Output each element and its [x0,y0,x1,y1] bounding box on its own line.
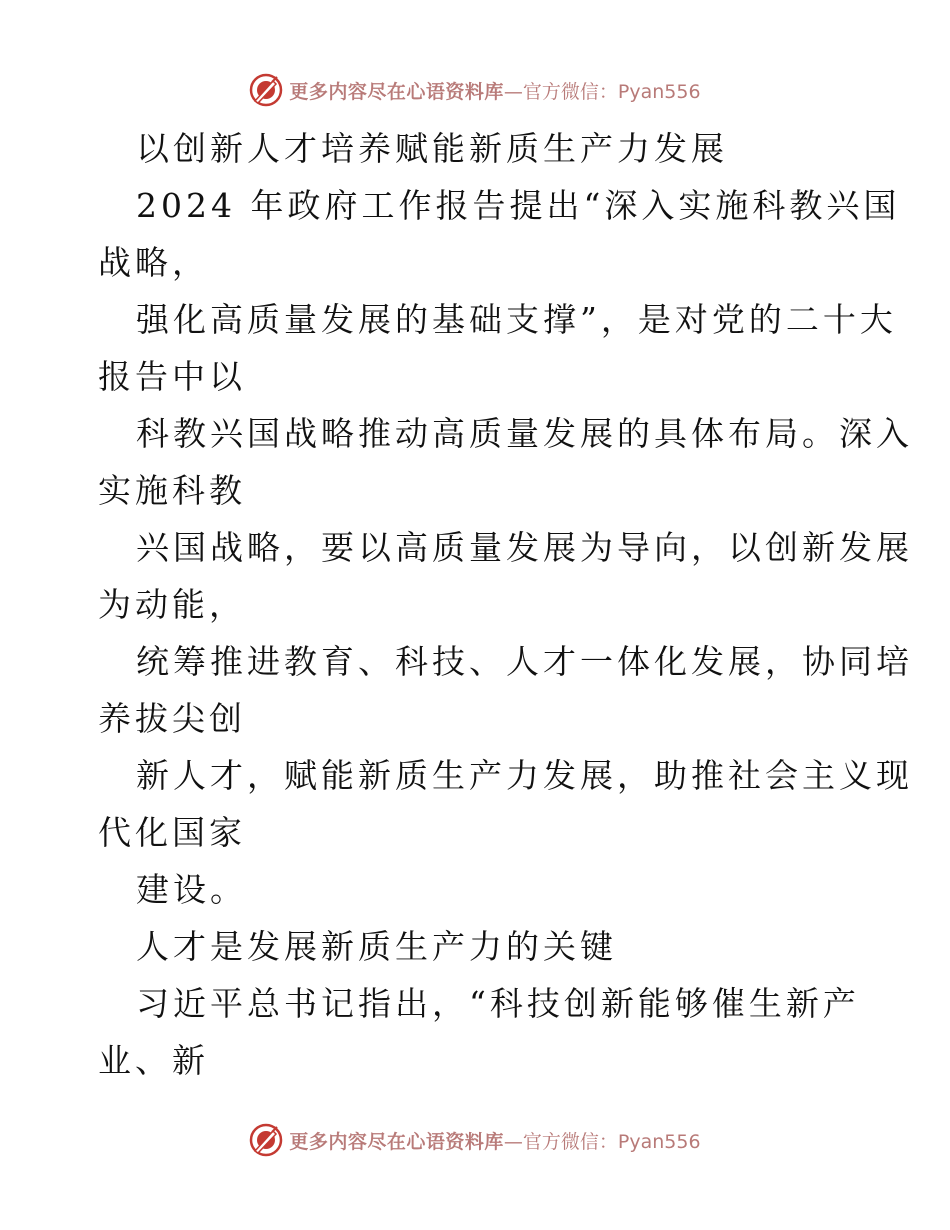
text-line: 新人才，赋能新质生产力发展，助推社会主义现 [136,756,913,795]
text-line: 人才是发展新质生产力的关键 [136,927,617,966]
header-contact: —官方微信：Pyan556 [503,80,701,103]
pen-logo-icon [249,73,283,107]
footer-banner [0,1120,950,1160]
pen-logo-icon [249,1123,283,1157]
text-line: 习近平总书记指出，“科技创新能够催生新产 [136,984,860,1023]
text-line: 以创新人才培养赋能新质生产力发展 [136,129,728,168]
text-line: 统筹推进教育、科技、人才一体化发展，协同培 [136,642,913,681]
text-line: 报告中以 [98,357,246,396]
text-line: 业、新 [98,1041,209,1080]
text-line: 战略， [98,243,209,282]
text-line: 建设。 [136,870,247,909]
header-banner [0,70,950,110]
text-line: 实施科教 [98,471,246,510]
footer-contact: —官方微信：Pyan556 [503,1130,701,1153]
text-line: 强化高质量发展的基础支撑”，是对党的二十大 [136,300,897,339]
text-line: 代化国家 [98,813,246,852]
text-line: 为动能， [98,585,246,624]
document-body [98,120,913,1089]
header-brand: 更多内容尽在心语资料库 [289,80,504,103]
text-line: 养拔尖创 [98,699,246,738]
text-line: 兴国战略，要以高质量发展为导向，以创新发展 [136,528,913,567]
footer-brand: 更多内容尽在心语资料库 [289,1130,504,1153]
text-line: 科教兴国战略推动高质量发展的具体布局。深入 [136,414,913,453]
text-line: 2024 年政府工作报告提出“深入实施科教兴国 [136,186,901,225]
